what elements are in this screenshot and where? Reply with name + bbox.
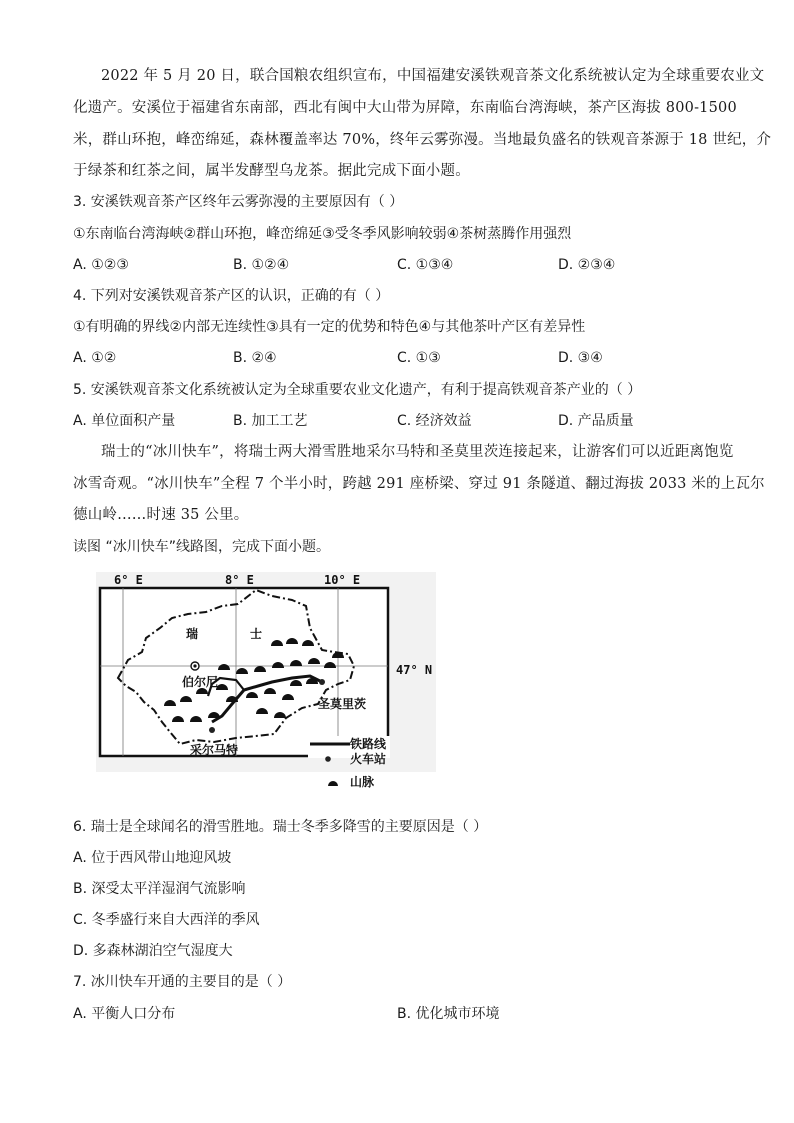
question-4-option-d[interactable]: D. ③④ [558,350,603,366]
question-7-stem: 7. 冰川快车开通的主要目的是（ ） [73,974,292,990]
question-6-option-b[interactable]: B. 深受太平洋湿润气流影响 [73,881,246,897]
passage1-line-1: 2022 年 5 月 20 日，联合国粮农组织宣布，中国福建安溪铁观音茶文化系统被认定为全球重要农业文 [101,68,765,84]
question-6-option-a[interactable]: A. 位于西风带山地迎风坡 [73,850,232,866]
legend-station-label: 火车站 [350,752,387,766]
question-3-stem: 3. 安溪铁观音茶产区终年云雾弥漫的主要原因有（ ） [73,194,404,210]
question-6-option-c[interactable]: C. 冬季盛行来自大西洋的季风 [73,912,260,928]
legend-station-symbol [325,756,331,762]
legend-mountain-row [318,772,438,792]
lon-label-10e: 10° E [324,573,361,587]
city-label-st-moritz: 圣莫里茨 [318,697,367,711]
passage2-line-2: 冰雪奇观。“冰川快车”全程 7 个半小时，跨越 291 座桥梁、穿过 91 条隧道、翻过海拔 2033 米的上瓦尔 [73,476,765,492]
legend-mountain-label: 山脉 [350,775,375,789]
question-4-stem: 4. 下列对安溪铁观音茶产区的认识，正确的有（ ） [73,288,390,304]
passage1-line-4: 于绿茶和红茶之间，属半发酵型乌龙茶。据此完成下面小题。 [73,163,470,179]
lat-label-47n: 47° N [396,663,433,677]
station-zermatt [209,727,215,733]
city-label-zermatt: 采尔马特 [190,743,239,757]
city-label-bern: 伯尔尼 [182,675,219,689]
question-4-option-c[interactable]: C. ①③ [397,350,441,366]
question-3-option-c[interactable]: C. ①③④ [397,257,454,273]
station-st-moritz [319,679,325,685]
question-3-option-d[interactable]: D. ②③④ [558,257,616,273]
glacier-express-map [96,572,436,772]
question-3-option-a[interactable]: A. ①②③ [73,257,129,273]
question-5-option-a[interactable]: A. 单位面积产量 [73,413,176,429]
legend-rail-label: 铁路线 [350,737,387,751]
question-7-option-b[interactable]: B. 优化城市环境 [397,1006,500,1022]
passage2-line-1: 瑞士的“冰川快车”，将瑞士两大滑雪胜地采尔马特和圣莫里茨连接起来，让游客们可以近距离饱览 [101,444,734,460]
lon-label-6e: 6° E [114,573,143,587]
question-6-stem: 6. 瑞士是全球闻名的滑雪胜地。瑞士冬季多降雪的主要原因是（ ） [73,819,488,835]
question-7-option-a[interactable]: A. 平衡人口分布 [73,1006,176,1022]
passage1-line-2: 化遗产。安溪位于福建省东南部，西北有闽中大山带为屏障，东南临台湾海峡，茶产区海拔 800-1500 [73,100,737,116]
question-5-stem: 5. 安溪铁观音茶文化系统被认定为全球重要农业文化遗产，有利于提高铁观音茶产业的（ ） [73,382,642,398]
question-5-option-c[interactable]: C. 经济效益 [397,413,472,429]
passage1-line-3: 米，群山环抱，峰峦绵延，森林覆盖率达 70%，终年云雾弥漫。当地最负盛名的铁观音茶源于 18 世纪，介 [73,132,772,148]
question-3-statements: ①东南临台湾海峡②群山环抱，峰峦绵延③受冬季风影响较弱④茶树蒸腾作用强烈 [73,226,572,242]
country-label-1: 瑞 [186,627,199,641]
question-4-option-a[interactable]: A. ①② [73,350,117,366]
question-5-option-d[interactable]: D. 产品质量 [558,413,634,429]
question-6-option-d[interactable]: D. 多森林湖泊空气湿度大 [73,943,233,959]
question-3-option-b[interactable]: B. ①②④ [233,257,290,273]
country-label-2: 士 [250,627,263,641]
question-4-option-b[interactable]: B. ②④ [233,350,277,366]
passage2-line-3: 德山岭……时速 35 公里。 [73,507,249,523]
lon-label-8e: 8° E [225,573,254,587]
question-5-option-b[interactable]: B. 加工工艺 [233,413,308,429]
legend-mountain-symbol [328,781,338,786]
map-intro: 读图 “冰川快车”线路图，完成下面小题。 [73,539,330,555]
question-4-statements: ①有明确的界线②内部无连续性③具有一定的优势和特色④与其他茶叶产区有差异性 [73,319,586,335]
